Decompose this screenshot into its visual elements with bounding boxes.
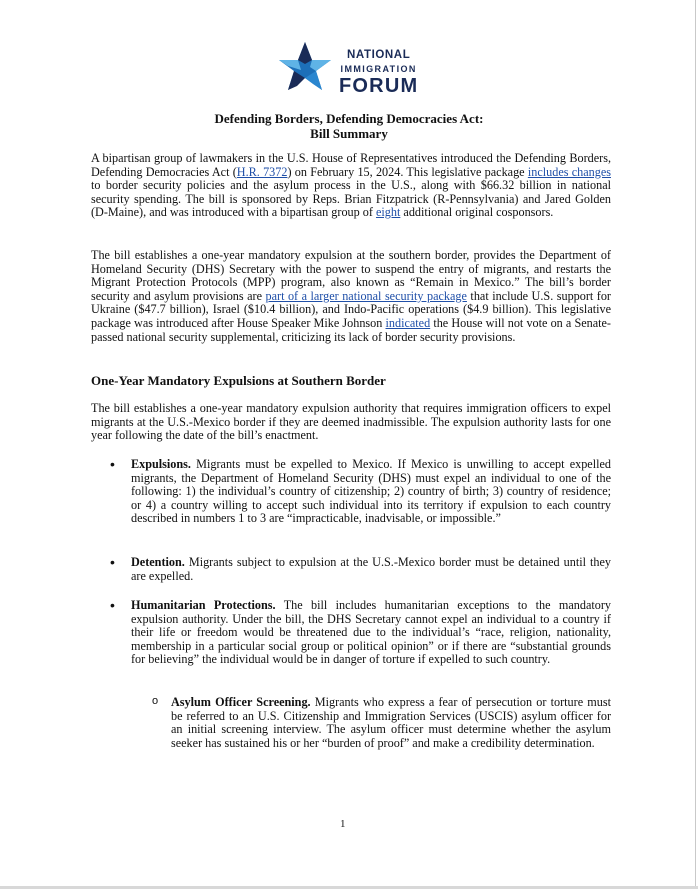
bullet-lead: Humanitarian Protections.: [131, 598, 276, 612]
p1-text-1: A bipartisan group of lawmakers in the U.S. House of Representatives introduced the Defending Borders, Defending Democracies Act (: [91, 151, 611, 179]
document-title: [0, 111, 698, 141]
bullet-detention: [131, 556, 611, 583]
bullet-text: Migrants must be expelled to Mexico. If Mexico is unwilling to accept expelled migrants, the Department of Homeland Security (DHS) must expel an individual to one of the following: 1) the individual’s country of citizenship; 2) country of birth; 3) country of residence; or 4) a country willing to accept such individual into its territory if expulsion to each country described in numbers 1 to 3 are “impracticable, inadvisable, or impossible.”: [131, 457, 611, 526]
title-line-2: Bill Summary: [310, 126, 388, 141]
p2-text-3: the House will not vote on a Senate-passed national security supplemental, criticizing its lack of border security provisions.: [91, 315, 611, 344]
bullet-humanitarian-protections: [131, 599, 611, 667]
national-security-package-link[interactable]: part of a larger national security package: [265, 288, 467, 303]
includes-changes-link[interactable]: includes changes: [527, 164, 611, 179]
overview-paragraph: [91, 249, 611, 344]
sub-bullet-text: Migrants who express a fear of persecution or torture must be referred to an U.S. Citizenship and Immigration Services (USCIS) asylum officer for an initial screening interview. The asylum officer must determine whether the asylum seeker has sustained his or her “burden of proof” and make a credibility determination.: [171, 695, 611, 750]
p1-text-3: to border security policies and the asylum process in the U.S., along with $66.32 billion in national security spending. The bill is sponsored by Reps. Brian Fitzpatrick (R-Pennsylvania) and Jared Golden (D-Maine), and was introduced with a bipartisan group of: [91, 178, 611, 220]
section-intro-paragraph: The bill establishes a one-year mandatory expulsion authority that requires immigration officers to expel migrants at the U.S.-Mexico border if they are deemed inadmissible. The expulsion authority lasts for one year following the date of the bill’s enactment.: [91, 401, 611, 443]
p2-text-2: that include U.S. support for Ukraine ($47.7 billion), Israel ($10.4 billion), and Indo-Pacific operations ($4.9 billion). This legislative package was introduced after House Speaker Mike Johnson: [91, 288, 611, 330]
sub-bullet-asylum-officer-screening: [171, 696, 611, 750]
title-line-1: Defending Borders, Defending Democracies Act:: [214, 111, 484, 126]
indicated-link[interactable]: indicated: [385, 315, 431, 330]
sub-bullet-lead: Asylum Officer Screening.: [171, 695, 311, 709]
bullet-expulsions: [131, 458, 611, 526]
eight-cosponsors-link[interactable]: eight: [375, 205, 401, 220]
hr-7372-link[interactable]: H.R. 7372: [236, 164, 288, 179]
logo-wordmark: [339, 50, 418, 96]
page-number: 1: [340, 818, 346, 830]
logo-line-immigration: IMMIGRATION: [340, 63, 417, 74]
section-heading-expulsions: One-Year Mandatory Expulsions at Southern Border: [91, 373, 386, 388]
intro-paragraph: [91, 152, 611, 220]
logo-line-national: NATIONAL: [346, 49, 411, 61]
organization-logo: [273, 40, 433, 100]
bullet-text: Migrants subject to expulsion at the U.S.-Mexico border must be detained until they are expelled.: [131, 555, 611, 583]
star-icon: [273, 40, 337, 98]
bullet-text: The bill includes humanitarian exceptions to the mandatory expulsion authority. Under the bill, the DHS Secretary cannot expel an individual to a country if their life or freedom would be threatened due to the individual’s “race, religion, nationality, membership in a particular social group or political opinion” or if there are “substantial grounds for believing” the individual would be in danger of torture if expelled to such country.: [131, 598, 612, 667]
p2-text-1: The bill establishes a one-year mandatory expulsion at the southern border, provides the Department of Homeland Security (DHS) Secretary with the power to suspend the entry of migrants, and restarts the Migrant Protection Protocols (MPP) program, also known as “Remain in Mexico.” The bill’s border security and asylum provisions are: [91, 248, 611, 303]
p1-text-2: ) on February 15, 2024. This legislative package: [287, 164, 528, 179]
bullet-lead: Detention.: [131, 555, 185, 569]
bullet-lead: Expulsions.: [131, 457, 191, 471]
logo-line-forum: FORUM: [339, 74, 419, 97]
p1-text-4: additional original cosponsors.: [400, 205, 554, 220]
